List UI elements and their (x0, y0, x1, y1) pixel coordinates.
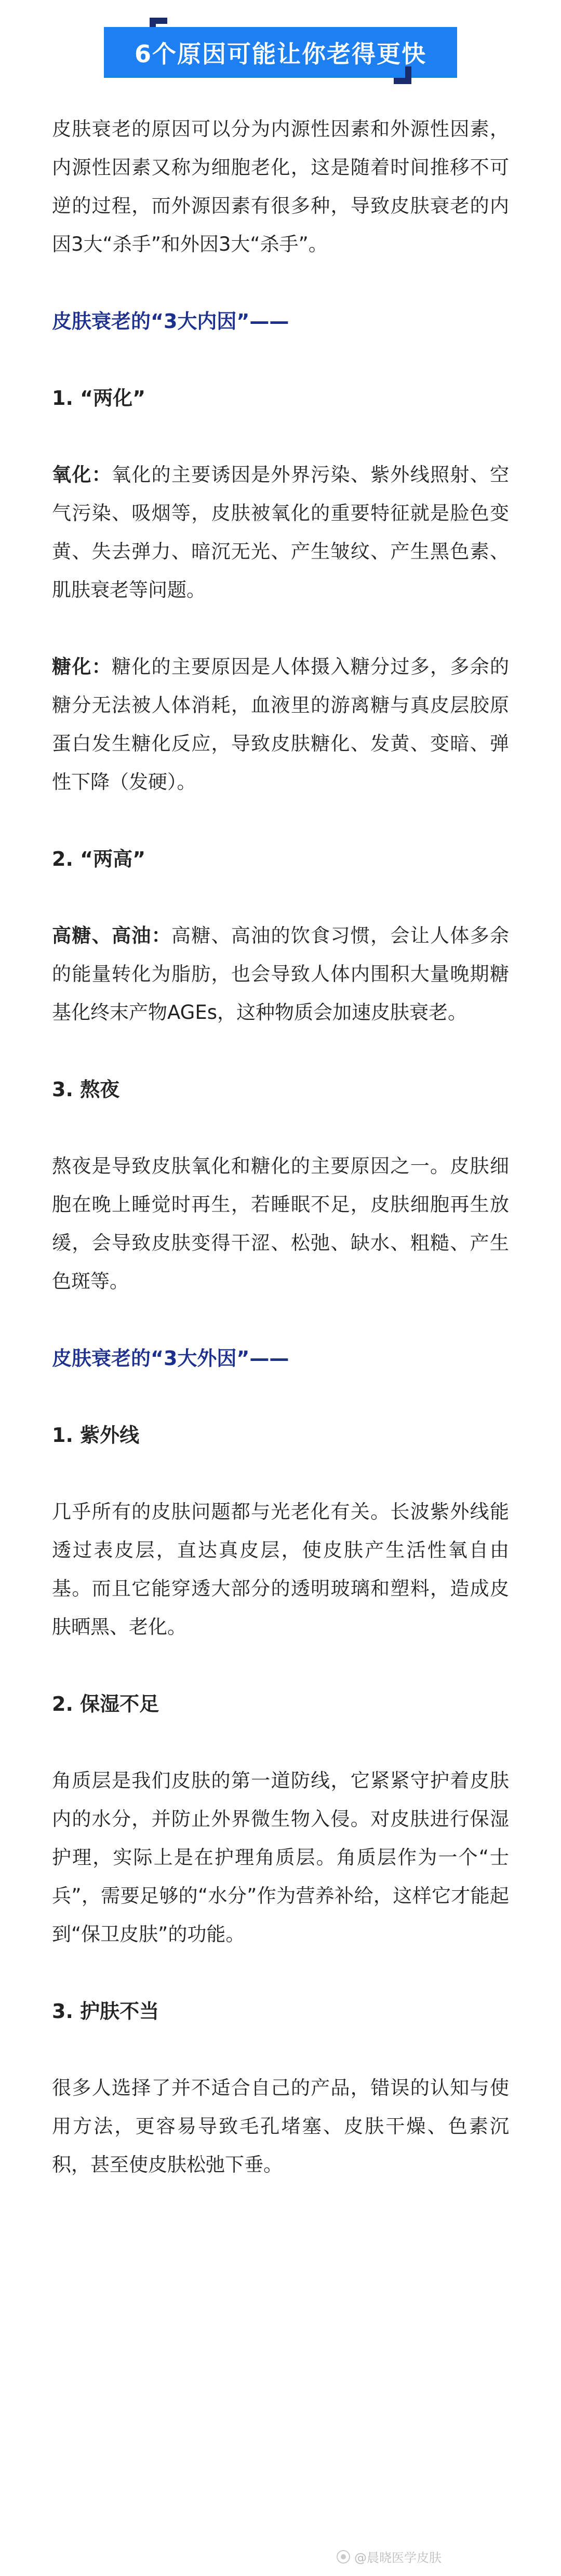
paragraph-text: 高糖、高油的饮食习惯，会让人体多余的能量转化为脂肪，也会导致人体内围积大量晚期糖基化终末产物AGEs，这种物质会加速皮肤衰老。 (52, 924, 510, 1024)
paragraph-text: 几乎所有的皮肤问题都与光老化有关。长波紫外线能透过表皮层，直达真皮层，使皮肤产生活性氧自由基。而且它能穿透大部分的透明玻璃和塑料，造成皮肤晒黑、老化。 (52, 1501, 509, 1638)
sub-heading: 2. 保湿不足 (52, 1693, 159, 1715)
watermark (337, 2547, 442, 2566)
paragraph-text: 很多人选择了并不适合自己的产品，错误的认知与使用方法，更容易导致毛孔堵塞、皮肤干燥、色素沉积，甚至使皮肤松弛下垂。 (52, 2077, 509, 2176)
paragraph-lead: 高糖、高油： (52, 924, 171, 947)
paragraph (52, 648, 509, 801)
paragraph-lead: 糖化： (52, 656, 112, 678)
title-area (52, 0, 509, 109)
sub-heading: 1. 紫外线 (52, 1424, 140, 1447)
sub-heading: 2. “两高” (52, 848, 146, 870)
paragraph (52, 1762, 509, 1954)
sub-heading: 3. 熬夜 (52, 1078, 120, 1101)
article-body (52, 110, 509, 2184)
intro-paragraph: 皮肤衰老的原因可以分为内源性因素和外源性因素，内源性因素又称为细胞老化，这是随着时间推移不可逆的过程，而外源因素有很多种，导致皮肤衰老的内因3大“杀手”和外因3大“杀手”。 (52, 118, 509, 255)
sub-heading: 1. “两化” (52, 387, 146, 410)
watermark-text: @晨晓医学皮肤 (354, 2551, 442, 2565)
paragraph (52, 917, 509, 1032)
paragraph (52, 1147, 509, 1301)
paragraph (52, 2069, 509, 2184)
sub-heading: 3. 护肤不当 (52, 2000, 159, 2023)
paragraph (52, 1493, 509, 1646)
weibo-logo-icon (337, 2550, 350, 2564)
paragraph-text: 氧化的主要诱因是外界污染、紫外线照射、空气污染、吸烟等，皮肤被氧化的重要特征就是脸色变黄、失去弹力、暗沉无光、产生皱纹、产生黑色素、肌肤衰老等问题。 (52, 464, 510, 601)
corner-bracket-icon (394, 66, 411, 84)
article-title: 6个原因可能让你老得更快 (134, 40, 426, 68)
paragraph-lead: 氧化： (52, 464, 112, 486)
paragraph (52, 456, 509, 609)
section-heading-internal: 皮肤衰老的“3大内因”—— (52, 310, 289, 333)
paragraph-text: 角质层是我们皮肤的第一道防线，它紧紧守护着皮肤内的水分，并防止外界微生物入侵。对皮肤进行保湿护理，实际上是在护理角质层。角质层作为一个“士兵”，需要足够的“水分”作为营养补给，这样它才能起到“保卫皮肤”的功能。 (52, 1769, 509, 1945)
paragraph-text: 糖化的主要原因是人体摄入糖分过多，多余的糖分无法被人体消耗，血液里的游离糖与真皮层胶原蛋白发生糖化反应，导致皮肤糖化、发黄、变暗、弹性下降（发硬）。 (52, 656, 510, 793)
section-heading-external: 皮肤衰老的“3大外因”—— (52, 1347, 289, 1370)
paragraph-text: 熬夜是导致皮肤氧化和糖化的主要原因之一。皮肤细胞在晚上睡觉时再生，若睡眠不足，皮肤细胞再生放缓，会导致皮肤变得干涩、松弛、缺水、粗糙、产生色斑等。 (52, 1155, 509, 1292)
